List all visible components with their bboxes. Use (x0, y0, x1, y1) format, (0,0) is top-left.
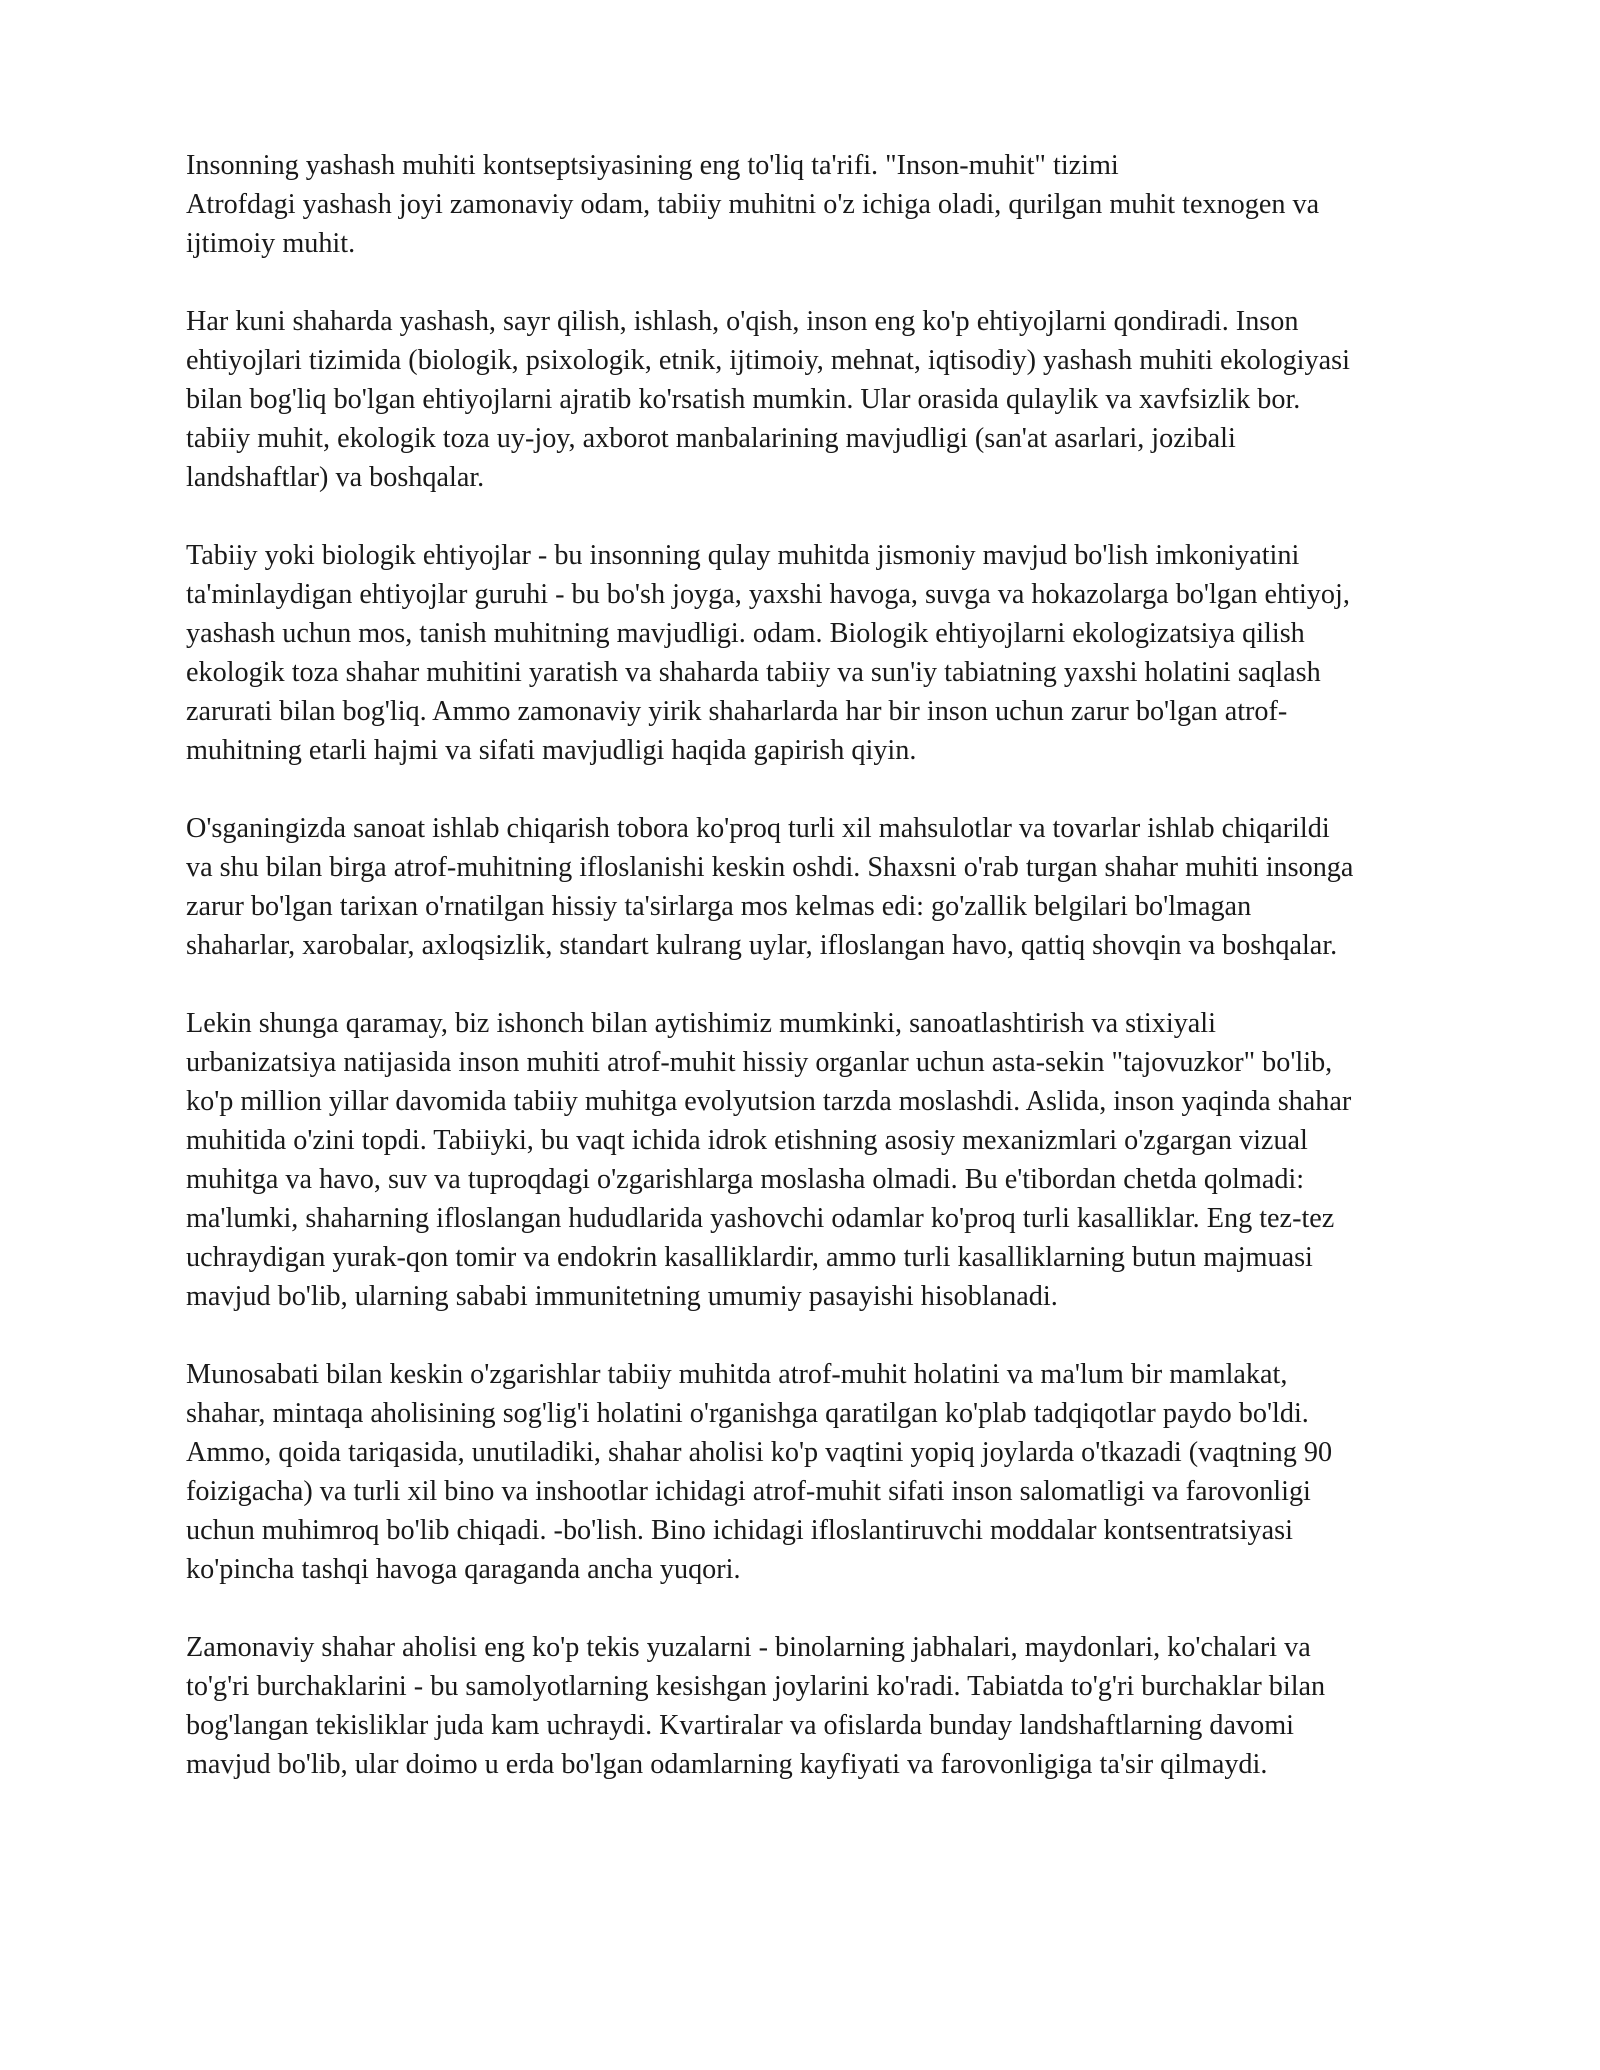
paragraph-4: O'sganingizda sanoat ishlab chiqarish tobora ko'proq turli xil mahsulotlar va tovarlar ishlab chiqarildi va shu bilan birga atrof-muhitning ifloslanishi keskin oshdi. Shaxsni o'rab turgan shahar muhiti insonga zarur bo'lgan tarixan o'rnatilgan hissiy ta'sirlarga mos kelmas edi: go'zallik belgilari bo'lmagan shaharlar, xarobalar, axloqsizlik, standart kulrang uylar, ifloslangan havo, qattiq shovqin va boshqalar. (186, 813, 1354, 961)
paragraph-3: Tabiiy yoki biologik ehtiyojlar - bu insonning qulay muhitda jismoniy mavjud bo'lish imkoniyatini ta'minlaydigan ehtiyojlar guruhi - bu bo'sh joyga, yaxshi havoga, suvga va hokazolarga bo'lgan ehtiyoj, yashash uchun mos, tanish muhitning mavjudligi. odam. Biologik ehtiyojlarni ekologizatsiya qilish ekologik toza shahar muhitini yaratish va shaharda tabiiy va sun'iy tabiatning yaxshi holatini saqlash zarurati bilan bog'liq. Ammo zamonaviy yirik shaharlarda har bir inson uchun zarur bo'lgan atrof- muhitning etarli hajmi va sifati mavjudligi haqida gapirish qiyin. (186, 540, 1350, 766)
paragraph-6: Munosabati bilan keskin o'zgarishlar tabiiy muhitda atrof-muhit holatini va ma'lum bir mamlakat, shahar, mintaqa aholisining sog'lig'i holatini o'rganishga qaratilgan ko'plab tadqiqotlar paydo bo'ldi. Ammo, qoida tariqasida, unutiladiki, shahar aholisi ko'p vaqtini yopiq joylarda o'tkazadi (vaqtning 90 foizigacha) va turli xil bino va inshootlar ichidagi atrof-muhit sifati inson salomatligi va farovonligi uchun muhimroq bo'lib chiqadi. -bo'lish. Bino ichidagi ifloslantiruvchi moddalar kontsentratsiyasi ko'pincha tashqi havoga qaraganda ancha yuqori. (186, 1359, 1333, 1585)
paragraph-2: Har kuni shaharda yashash, sayr qilish, ishlash, o'qish, inson eng ko'p ehtiyojlarni qondiradi. Inson ehtiyojlari tizimida (biologik, psixologik, etnik, ijtimoiy, mehnat, iqtisodiy) yashash muhiti ekologiyasi bilan bog'liq bo'lgan ehtiyojlarni ajratib ko'rsatish mumkin. Ular orasida qulaylik va xavfsizlik bor. tabiiy muhit, ekologik toza uy-joy, axborot manbalarining mavjudligi (san'at asarlari, jozibali landshaftlar) va boshqalar. (186, 306, 1350, 493)
paragraph-7: Zamonaviy shahar aholisi eng ko'p tekis yuzalarni - binolarning jabhalari, maydonlari, ko'chalari va to'g'ri burchaklarini - bu samolyotlarning kesishgan joylarini ko'radi. Tabiatda to'g'ri burchaklar bilan bog'langan tekisliklar juda kam uchraydi. Kvartiralar va ofislarda bunday landshaftlarning davomi mavjud bo'lib, ular doimo u erda bo'lgan odamlarning kayfiyati va farovonligiga ta'sir qilmaydi. (186, 1632, 1326, 1780)
paragraph-1: Insonning yashash muhiti kontseptsiyasining eng to'liq ta'rifi. "Inson-muhit" tizimi Atrofdagi yashash joyi zamonaviy odam, tabiiy muhitni o'z ichiga oladi, qurilgan muhit texnogen va ijtimoiy muhit. (186, 150, 1320, 259)
paragraph-5: Lekin shunga qaramay, biz ishonch bilan aytishimiz mumkinki, sanoatlashtirish va stixiyali urbanizatsiya natijasida inson muhiti atrof-muhit hissiy organlar uchun asta-sekin "tajovuzkor" bo'lib, ko'p million yillar davomida tabiiy muhitga evolyutsion tarzda moslashdi. Aslida, inson yaqinda shahar muhitida o'zini topdi. Tabiiyki, bu vaqt ichida idrok etishning asosiy mexanizmlari o'zgargan vizual muhitga va havo, suv va tuproqdagi o'zgarishlarga moslasha olmadi. Bu e'tibordan chetda qolmadi: ma'lumki, shaharning ifloslangan hududlarida yashovchi odamlar ko'proq turli kasalliklar. Eng tez-tez uchraydigan yurak-qon tomir va endokrin kasalliklardir, ammo turli kasalliklarning butun majmuasi mavjud bo'lib, ularning sababi immunitetning umumiy pasayishi hisoblanadi. (186, 1008, 1352, 1312)
document-page (186, 146, 1506, 1823)
